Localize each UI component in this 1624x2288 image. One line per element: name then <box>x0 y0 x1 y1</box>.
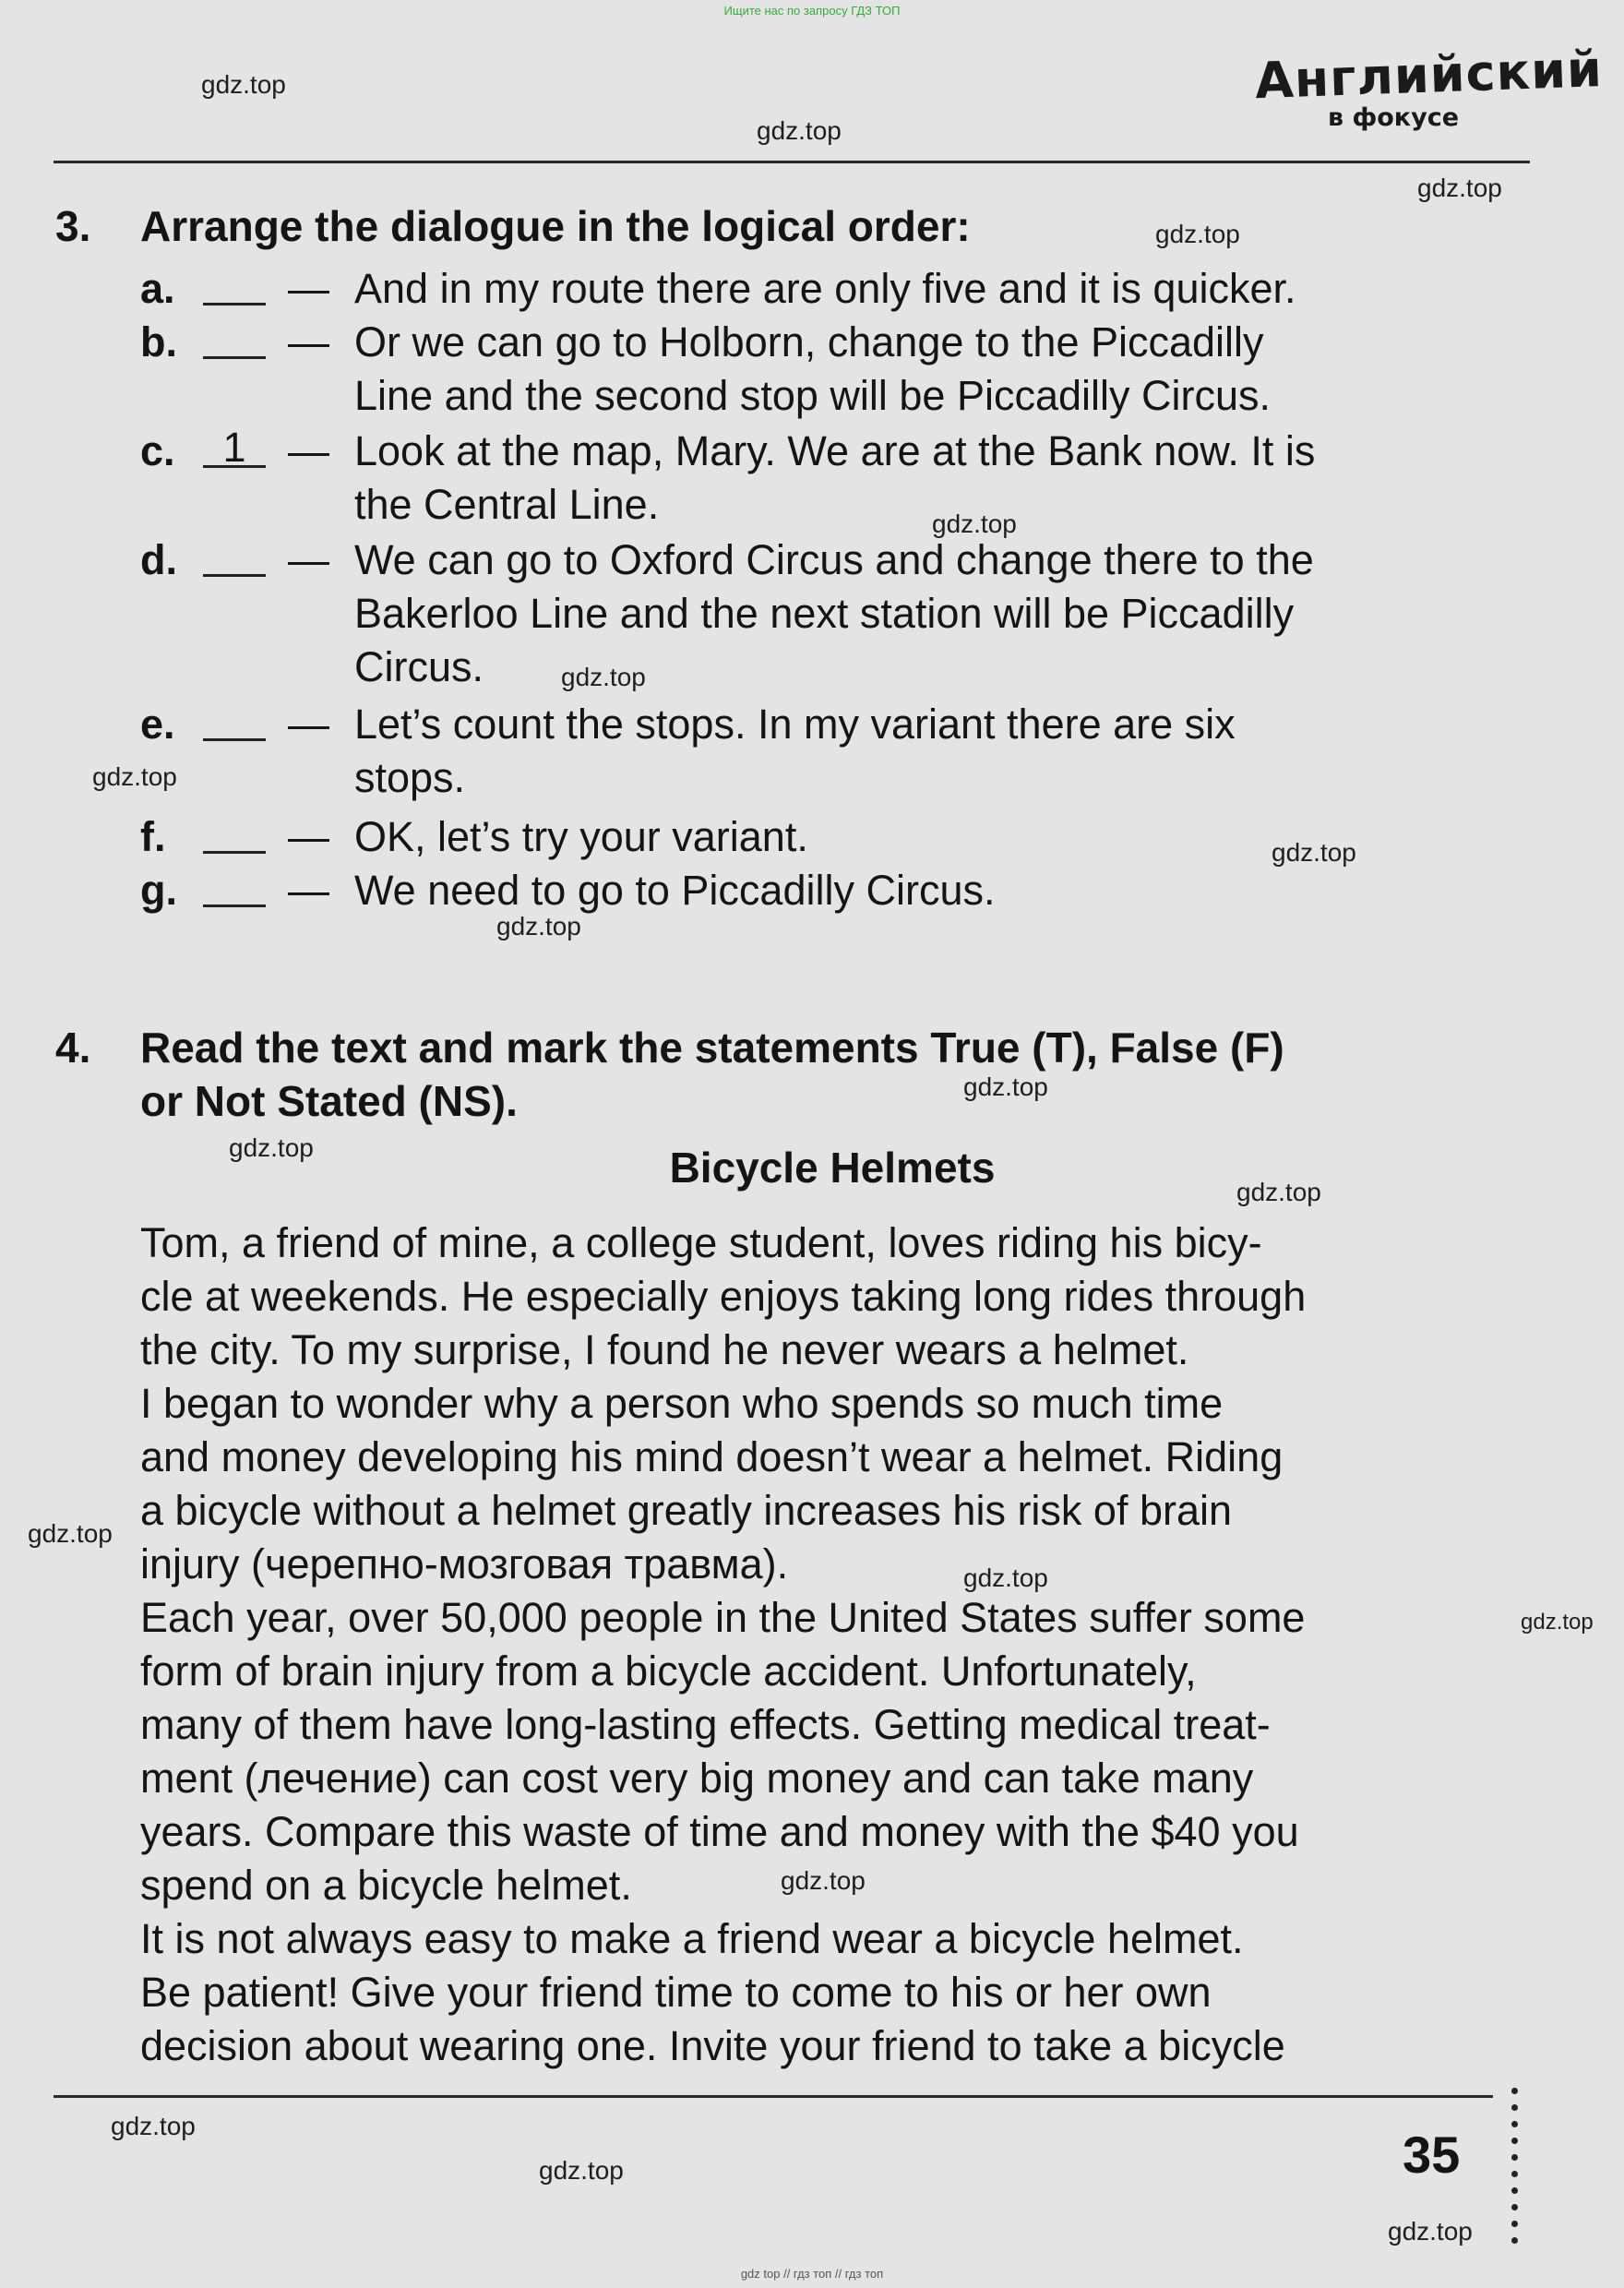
dialogue-item-a <box>140 262 1524 316</box>
dash: — <box>288 701 329 748</box>
text-line: form of brain injury from a bicycle accident. Unfortunately, <box>140 1647 1197 1695</box>
item-text: Look at the map, Mary. We are at the Bank now. It is <box>354 427 1316 474</box>
item-letter: e. <box>140 701 175 748</box>
text-line: spend on a bicycle helmet. <box>140 1862 632 1909</box>
watermark: gdz.top <box>963 1072 1048 1101</box>
dash: — <box>288 318 329 365</box>
watermark: gdz.top <box>932 509 1017 538</box>
story-title: Bicycle Helmets <box>669 1144 996 1192</box>
item-text: Circus. <box>354 643 484 690</box>
item-letter: f. <box>140 813 166 860</box>
footer-rule <box>54 2095 1493 2098</box>
item-letter: d. <box>140 536 177 583</box>
book-logo <box>1253 40 1604 132</box>
watermark: gdz.top <box>1521 1610 1594 1635</box>
text-line: Tom, a friend of mine, a college student, loves riding his bicy- <box>140 1219 1262 1266</box>
answer-blank[interactable]: 1 <box>203 425 266 468</box>
task4-heading-text: or Not Stated (NS). <box>140 1077 518 1125</box>
watermark: gdz.top <box>1236 1178 1321 1206</box>
watermark: gdz.top <box>1417 174 1502 202</box>
item-text: the Central Line. <box>354 481 660 528</box>
dash: — <box>288 813 329 860</box>
item-letter: g. <box>140 867 177 914</box>
bottom-banner: gdz top // гдз топ // гдз топ <box>740 2267 884 2281</box>
task3-heading-text: Arrange the dialogue in the logical order: <box>140 202 971 250</box>
item-text: stops. <box>354 754 466 801</box>
dash: — <box>288 265 329 312</box>
top-banner: Ищите нас по запросу ГДЗ ТОП <box>723 4 901 18</box>
text-line: Each year, over 50,000 people in the United States suffer some <box>140 1594 1306 1641</box>
text-line: years. Compare this waste of time and money with the $40 you <box>140 1808 1299 1855</box>
task3-heading <box>55 199 1163 253</box>
dash: — <box>288 427 329 474</box>
watermark: gdz.top <box>963 1563 1048 1592</box>
task4-number: 4. <box>55 1024 91 1072</box>
item-text: Line and the second stop will be Piccadilly Circus. <box>354 372 1272 419</box>
watermark: gdz.top <box>757 116 842 145</box>
watermark: gdz.top <box>1272 838 1356 867</box>
watermark: gdz.top <box>496 912 581 940</box>
dash: — <box>288 536 329 583</box>
text-line: many of them have long-lasting effects. Getting medical treat- <box>140 1701 1271 1748</box>
watermark: gdz.top <box>201 70 286 99</box>
item-letter: b. <box>140 318 177 365</box>
item-letter: a. <box>140 265 175 312</box>
watermark: gdz.top <box>561 663 646 691</box>
watermark: gdz.top <box>92 762 177 791</box>
answer-blank[interactable] <box>203 864 266 907</box>
header-rule <box>54 161 1530 163</box>
task4-heading-text: Read the text and mark the statements True (T), False (F) <box>140 1024 1284 1072</box>
text-line: cle at weekends. He especially enjoys taking long rides through <box>140 1273 1307 1320</box>
item-text: Or we can go to Holborn, change to the Piccadilly <box>354 318 1264 365</box>
item-text: We need to go to Piccadilly Circus. <box>354 867 996 914</box>
text-line: decision about wearing one. Invite your friend to take a bicycle <box>140 2022 1285 2069</box>
watermark: gdz.top <box>781 1866 866 1895</box>
watermark: gdz.top <box>1155 220 1240 248</box>
text-line: I began to wonder why a person who spends so much time <box>140 1380 1224 1427</box>
watermark: gdz.top <box>229 1133 314 1162</box>
watermark: gdz.top <box>539 2156 624 2185</box>
text-line: Be patient! Give your friend time to come to his or her own <box>140 1969 1212 2016</box>
item-text: Let’s count the stops. In my variant there are six <box>354 701 1236 748</box>
task4-heading <box>55 1021 1532 1128</box>
item-text: Bakerloo Line and the next station will be Piccadilly <box>354 590 1295 637</box>
task3-number: 3. <box>55 202 91 250</box>
logo-subtitle: в фокусе <box>1327 103 1460 132</box>
answer-blank[interactable] <box>203 533 266 577</box>
dash: — <box>288 867 329 914</box>
text-line: a bicycle without a helmet greatly increases his risk of brain <box>140 1487 1233 1534</box>
dialogue-item-f <box>140 810 1524 864</box>
page-number: 35 <box>1403 2126 1461 2184</box>
answer-blank[interactable] <box>203 698 266 741</box>
item-text: We can go to Oxford Circus and change there to the <box>354 536 1314 583</box>
watermark: gdz.top <box>1388 2217 1473 2246</box>
dialogue-item-g <box>140 864 1524 917</box>
text-line: It is not always easy to make a friend wear a bicycle helmet. <box>140 1915 1244 1962</box>
item-text: And in my route there are only five and it is quicker. <box>354 265 1296 312</box>
text-line: and money developing his mind doesn’t wear a helmet. Riding <box>140 1433 1284 1480</box>
item-text: OK, let’s try your variant. <box>354 813 808 860</box>
page-edge-dots <box>1511 2088 1519 2254</box>
text-line: the city. To my surprise, I found he never wears a helmet. <box>140 1326 1189 1373</box>
dialogue-item-e <box>140 698 1524 805</box>
answer-blank[interactable] <box>203 262 266 305</box>
text-line: ment (лечение) can cost very big money and can take many <box>140 1755 1254 1802</box>
item-letter: c. <box>140 427 175 474</box>
dialogue-item-b <box>140 316 1524 423</box>
dialogue-item-c <box>140 425 1524 532</box>
dialogue-item-d <box>140 533 1524 694</box>
logo-title: Английский <box>1253 40 1604 111</box>
watermark: gdz.top <box>111 2112 196 2140</box>
answer-blank[interactable] <box>203 810 266 854</box>
text-line: injury (черепно-мозговая травма). <box>140 1540 789 1587</box>
watermark: gdz.top <box>28 1519 113 1548</box>
answer-blank[interactable] <box>203 316 266 359</box>
